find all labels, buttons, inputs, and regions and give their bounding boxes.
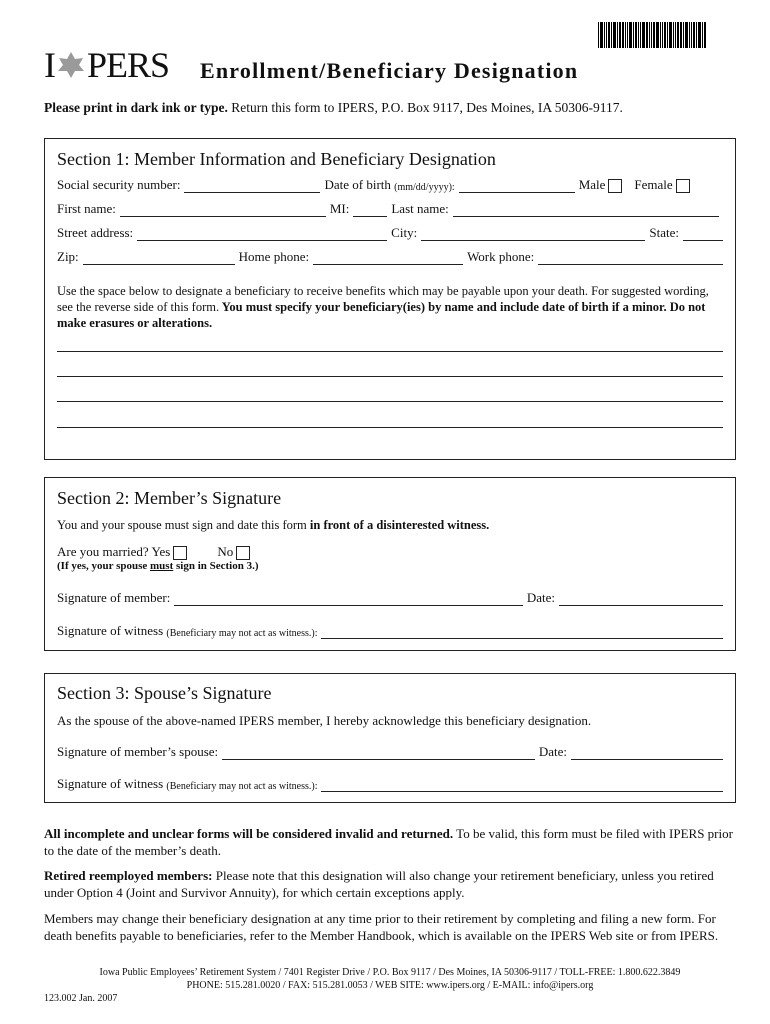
dob-field[interactable] xyxy=(459,180,575,193)
section-3-title: Section 3: Spouse’s Signature xyxy=(57,683,272,703)
spouse-witness-label: Signature of witness xyxy=(57,776,164,791)
work-phone-label: Work phone: xyxy=(467,249,535,264)
city-label: City: xyxy=(391,225,418,240)
home-phone-field[interactable] xyxy=(313,252,463,265)
note-change-designation: Members may change their beneficiary designation at any time prior to their retirement by completing and filing a new form. For death benefits payable to beneficiaries, refer to the Member Handbook, which is available on the IPERS Web site or from IPERS. xyxy=(44,911,719,943)
section-1-title: Section 1: Member Information and Beneficiary Designation xyxy=(57,149,496,169)
witness-note xyxy=(57,517,723,533)
witness-signature-field[interactable] xyxy=(321,626,723,639)
form-number: 123.002 Jan. 2007 xyxy=(44,993,118,1004)
beneficiary-line-2[interactable] xyxy=(57,376,723,377)
member-signature-label: Signature of member: xyxy=(57,590,171,605)
state-field[interactable] xyxy=(683,228,723,241)
city-field[interactable] xyxy=(421,228,645,241)
section-2-title: Section 2: Member’s Signature xyxy=(57,488,282,508)
intro-rest: Return this form to IPERS, P.O. Box 9117, Des Moines, IA 50306-9117. xyxy=(227,100,623,115)
member-signature-field[interactable] xyxy=(174,593,522,606)
mi-label: MI: xyxy=(329,201,350,216)
spouse-note-must: must xyxy=(150,560,174,572)
spouse-acknowledgement: As the spouse of the above-named IPERS member, I hereby acknowledge this beneficiary designation. xyxy=(57,713,592,728)
instructions-bold: You must specify your beneficiary(ies) by name and include date of birth if a minor. Do not make erasures or alterations. xyxy=(57,300,706,330)
witness-signature-label: Signature of witness xyxy=(57,623,164,638)
instructions-plain: Use the space below to designate a beneficiary to receive benefits which may be payable upon your death. For suggested wording, see the reverse side of this form. xyxy=(57,284,709,314)
logo-letter-i: I xyxy=(44,45,55,85)
row-member-signature xyxy=(57,590,723,606)
form-title: Enrollment/Beneficiary Designation xyxy=(200,58,579,83)
section-3 xyxy=(44,673,736,803)
spouse-witness-field[interactable] xyxy=(321,779,723,792)
first-name-label: First name: xyxy=(57,201,116,216)
row-witness-signature xyxy=(57,623,723,639)
note-2-bold: Retired reemployed members: xyxy=(44,868,213,883)
note-1-bold: All incomplete and unclear forms will be considered invalid and returned. xyxy=(44,826,454,841)
spouse-note xyxy=(57,558,723,574)
street-field[interactable] xyxy=(137,228,387,241)
intro-bold: Please print in dark ink or type. xyxy=(44,100,228,115)
section-2 xyxy=(44,477,736,651)
beneficiary-instructions xyxy=(57,283,723,331)
note-bold: in front of a disinterested witness. xyxy=(306,518,490,532)
married-no-label: No xyxy=(217,544,234,559)
note-retired-members xyxy=(44,867,736,901)
street-label: Street address: xyxy=(57,225,134,240)
ssn-field[interactable] xyxy=(184,180,320,193)
row-name xyxy=(57,201,723,217)
spouse-note-b: sign in Section 3.) xyxy=(173,560,259,572)
last-name-field[interactable] xyxy=(453,204,719,217)
zip-field[interactable] xyxy=(83,252,235,265)
row-spouse-witness xyxy=(57,776,723,792)
row-address xyxy=(57,225,723,241)
note-2-rest: Please note that this designation will also change your retirement beneficiary, unless you retired under Option 4 (Joint and Survivor Annuity), for which certain exceptions apply. xyxy=(44,868,714,900)
male-label: Male xyxy=(578,177,606,192)
home-phone-label: Home phone: xyxy=(238,249,310,264)
footer-address xyxy=(44,966,736,992)
male-checkbox[interactable] xyxy=(608,179,622,193)
dob-label: Date of birth xyxy=(324,177,391,192)
female-checkbox[interactable] xyxy=(676,179,690,193)
barcode xyxy=(598,22,712,48)
logo-letters-pers: PERS xyxy=(87,45,170,85)
beneficiary-line-1[interactable] xyxy=(57,351,723,352)
work-phone-field[interactable] xyxy=(538,252,723,265)
member-date-field[interactable] xyxy=(559,593,723,606)
leaf-icon xyxy=(56,50,86,80)
footer-line-1: Iowa Public Employees’ Retirement System / 7401 Register Drive / P.O. Box 9117 / Des Moines, IA 50306-9117 / TOLL-FREE: 1.800.622.3849 xyxy=(99,967,681,978)
last-name-label: Last name: xyxy=(391,201,449,216)
section-1 xyxy=(44,138,736,460)
note-1-rest: To be valid, this form must be filed with IPERS prior to the date of the member’s death. xyxy=(44,826,733,858)
spouse-date-field[interactable] xyxy=(571,747,723,760)
member-date-label: Date: xyxy=(526,590,555,605)
female-label: Female xyxy=(634,177,673,192)
ssn-label: Social security number: xyxy=(57,177,181,192)
first-name-field[interactable] xyxy=(120,204,326,217)
spouse-signature-label: Signature of member’s spouse: xyxy=(57,744,219,759)
mi-field[interactable] xyxy=(353,204,387,217)
beneficiary-line-4[interactable] xyxy=(57,427,723,428)
note-invalid-forms xyxy=(44,825,736,859)
row-ssn-dob xyxy=(57,177,723,193)
married-yes-label: Are you married? Yes xyxy=(57,544,171,559)
dob-format: (mm/dd/yyyy): xyxy=(394,182,455,193)
row-phone xyxy=(57,249,723,265)
witness-note-small: (Beneficiary may not act as witness.): xyxy=(166,628,318,639)
note-plain: You and your spouse must sign and date this form xyxy=(57,518,307,532)
spouse-signature-field[interactable] xyxy=(222,747,535,760)
beneficiary-line-3[interactable] xyxy=(57,401,723,402)
intro-line xyxy=(44,100,623,116)
spouse-note-a: (If yes, your spouse xyxy=(57,560,151,572)
spouse-witness-note: (Beneficiary may not act as witness.): xyxy=(166,781,318,792)
state-label: State: xyxy=(649,225,679,240)
footer-line-2: PHONE: 515.281.0020 / FAX: 515.281.0053 / WEB SITE: www.ipers.org / E-MAIL: info@ipers.org xyxy=(186,980,594,991)
zip-label: Zip: xyxy=(57,249,79,264)
row-spouse-signature xyxy=(57,744,723,760)
ipers-logo xyxy=(44,44,169,86)
spouse-date-label: Date: xyxy=(538,744,567,759)
